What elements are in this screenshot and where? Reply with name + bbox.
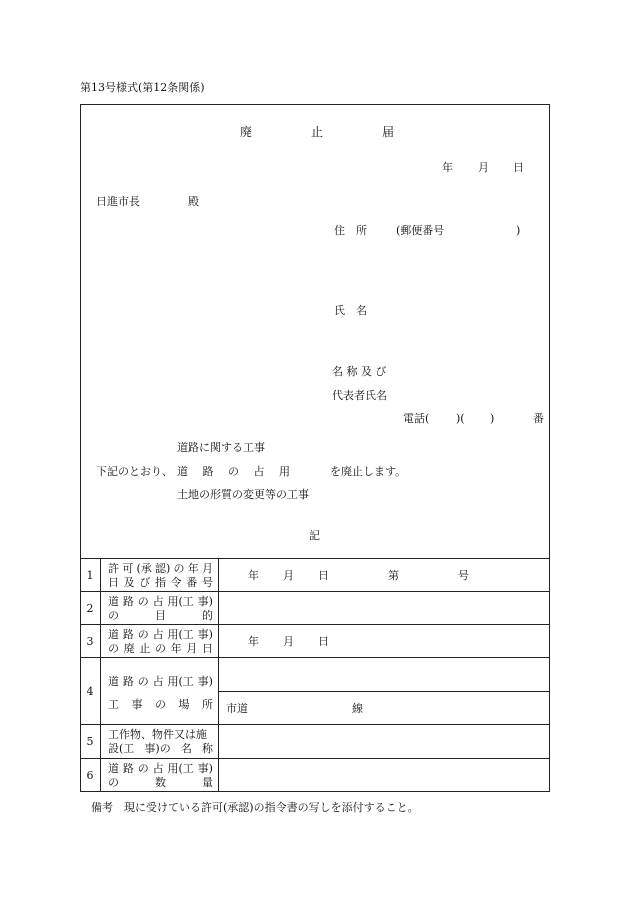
addressee-name: 日進市長 — [96, 195, 140, 208]
row1-number-prefix: 第 — [388, 569, 399, 582]
declaration-option-land-change: 土地の形質の変更等の工事 — [177, 488, 309, 501]
remarks-text: 現に受けている許可(承認)の指令書の写しを添付すること。 — [124, 801, 419, 814]
table-row-label-line2: の 廃 止 の 年 月 日 — [108, 642, 213, 655]
table-row-label-line1: 許 可 (承 認) の 年 月 — [108, 562, 213, 575]
table-row-label-line2: 工 事 の 場 所 — [108, 698, 213, 711]
address-label: 住 所 — [334, 224, 367, 237]
declaration-prefix: 下記のとおり、 — [96, 465, 173, 478]
table-top-border — [80, 558, 550, 559]
table-row-number: 2 — [86, 602, 94, 615]
postal-code-close: ) — [516, 224, 521, 237]
row3-month-label: 月 — [283, 635, 294, 648]
addressee-honorific: 殿 — [188, 195, 199, 208]
table-row-number: 5 — [86, 735, 94, 748]
table-row-label-line1: 道 路 の 占 用(工 事) — [108, 762, 213, 775]
table-row-number: 3 — [86, 635, 94, 648]
table-row-divider — [80, 724, 550, 725]
phone-suffix: 番 — [533, 412, 544, 425]
name-label: 氏 名 — [334, 304, 367, 317]
row1-year-label: 年 — [248, 569, 259, 582]
table-row-divider — [80, 591, 550, 592]
table-row-label-line2: の 目 的 — [108, 609, 213, 622]
postal-code-label: (郵便番号 — [396, 224, 445, 237]
row4-road-suffix: 線 — [352, 702, 363, 715]
table-row-label-line2: の 数 量 — [108, 776, 213, 789]
date-month-label: 月 — [478, 161, 489, 174]
table-row-label-line2: 設(工 事)の 名 称 — [108, 742, 213, 755]
declaration-option-road-occupancy: 道 路 の 占 用 — [177, 465, 290, 478]
row3-day-label: 日 — [318, 635, 329, 648]
row1-day-label: 日 — [318, 569, 329, 582]
row3-year-label: 年 — [248, 635, 259, 648]
phone-mid: )( — [456, 412, 465, 425]
remarks-label: 備考 — [91, 801, 113, 814]
date-day-label: 日 — [513, 161, 524, 174]
table-row-number: 1 — [86, 569, 94, 582]
table-row-label-line1: 工作物、物件又は施 — [108, 728, 207, 741]
representative-label-line2: 代表者氏名 — [332, 389, 387, 402]
phone-close: ) — [490, 412, 495, 425]
form-frame — [80, 104, 550, 792]
representative-label-line1: 名 称 及 び — [332, 365, 387, 378]
table-row-label-line1: 道 路 の 占 用(工 事) — [108, 628, 213, 641]
table-row-label-line1: 道 路 の 占 用(工 事) — [108, 675, 213, 688]
declaration-suffix: を廃止します。 — [330, 465, 407, 478]
row4-road-prefix: 市道 — [226, 702, 248, 715]
form-number-label: 第13号様式(第12条関係) — [80, 81, 205, 94]
table-row-label-line2: 日 及 び 指 令 番 号 — [108, 576, 213, 589]
table-row-divider — [80, 758, 550, 759]
ki-heading: 記 — [309, 529, 320, 542]
table-row-number: 4 — [86, 685, 94, 698]
title-char-1: 廃 — [240, 125, 253, 139]
phone-prefix: 電話( — [403, 412, 430, 425]
declaration-option-road-work: 道路に関する工事 — [177, 441, 265, 454]
date-year-label: 年 — [442, 161, 453, 174]
table-row-number: 6 — [86, 769, 94, 782]
title-char-2: 止 — [311, 125, 324, 139]
row1-month-label: 月 — [283, 569, 294, 582]
table-col-divider-label — [218, 558, 219, 792]
table-row-divider — [80, 657, 550, 658]
table-row-divider — [80, 624, 550, 625]
table-col-divider-num — [100, 558, 101, 792]
table-row4-split — [218, 691, 550, 692]
title-char-3: 届 — [382, 125, 395, 139]
row1-number-suffix: 号 — [458, 569, 469, 582]
table-row-label-line1: 道 路 の 占 用(工 事) — [108, 595, 213, 608]
